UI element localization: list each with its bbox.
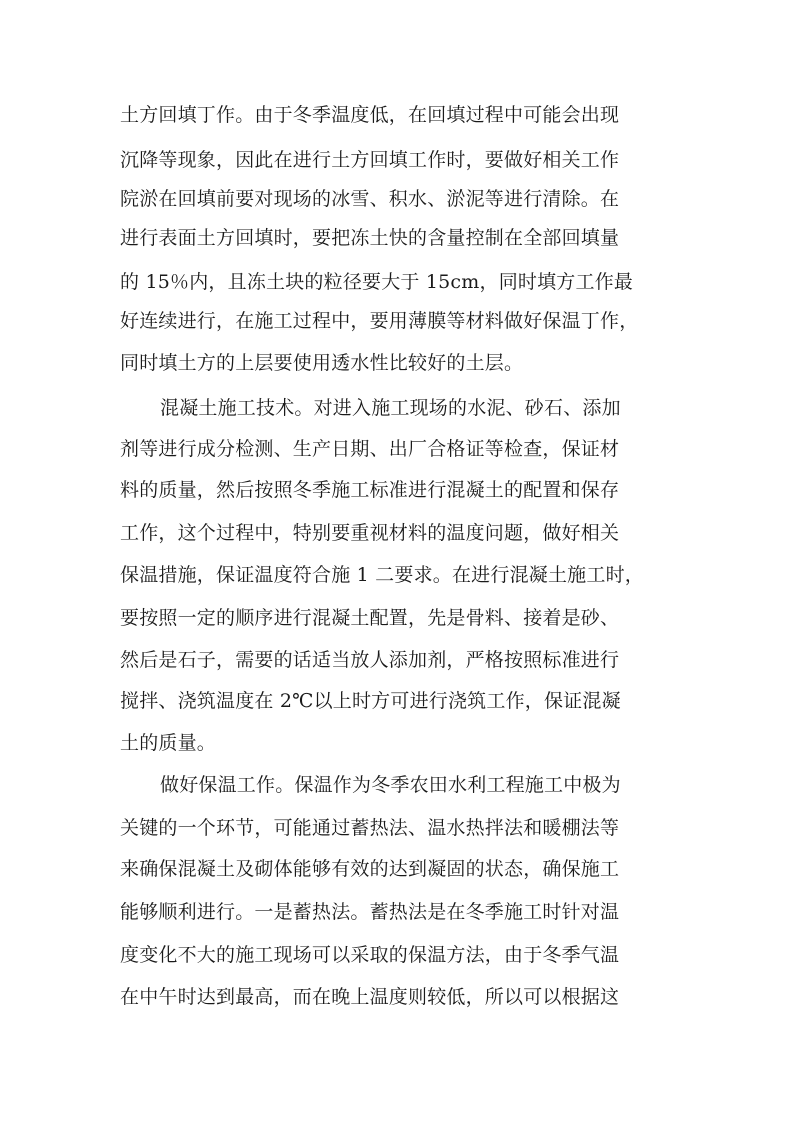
paragraph-1-line-1: 土方回填丁作。由于冬季温度低，在回填过程中可能会出现: [120, 104, 620, 126]
paragraph-2-line-1: 混凝土施工技术。对进入施工现场的水泥、砂石、添加: [160, 397, 621, 419]
paragraph-2-line-9: 土的质量。: [120, 732, 217, 754]
paragraph-3-line-5: 度变化不大的施工现场可以采取的保温方法，由于冬季气温: [120, 944, 620, 966]
paragraph-1-line-2: 沉降等现象，因此在进行土方回填工作时，要做好相关工作: [120, 149, 620, 171]
paragraph-3-line-1: 做好保温工作。保温作为冬季农田水利工程施工中极为: [160, 774, 621, 796]
paragraph-1-line-5: 的 15％内，且冻土块的粒径要大于 15cm，同时填方工作最: [120, 271, 634, 293]
paragraph-2-line-2: 剂等进行成分检测、生产日期、出厂合格证等检查，保证材: [120, 438, 620, 460]
paragraph-3-line-4: 能够顺利进行。一是蓄热法。蓄热法是在冬季施工时针对温: [120, 901, 620, 923]
paragraph-1-line-6: 好连续进行，在施工过程中，要用薄膜等材料做好保温丁作，: [120, 310, 639, 332]
paragraph-2-line-4: 工作，这个过程中，特别要重视材料的温度问题，做好相关: [120, 522, 620, 544]
paragraph-2-line-7: 然后是石子，需要的话适当放人添加剂，严格按照标准进行: [120, 649, 620, 671]
paragraph-3-line-6: 在中午时达到最高，而在晚上温度则较低，所以可以根据这: [120, 986, 620, 1008]
paragraph-3-line-3: 来确保混凝土及砌体能够有效的达到凝固的状态，确保施工: [120, 858, 620, 880]
paragraph-2-line-6: 要按照一定的顺序进行混凝土配置，先是骨料、接着是砂、: [120, 607, 620, 629]
paragraph-1-line-4: 进行表面土方回填时，要把冻土快的含量控制在全部回填量: [120, 227, 620, 249]
paragraph-2-line-5: 保温措施，保证温度符合施 1 二要求。在进行混凝土施工时，: [120, 564, 644, 586]
paragraph-1-line-3: 院淤在回填前要对现场的冰雪、积水、淤泥等进行清除。在: [120, 188, 620, 210]
paragraph-2-line-3: 料的质量，然后按照冬季施工标准进行混凝土的配置和保存: [120, 479, 620, 501]
paragraph-1-line-7: 同时填土方的上层要使用透水性比较好的土层。: [120, 352, 524, 374]
paragraph-2-line-8: 搅拌、浇筑温度在 2℃以上时方可进行浇筑工作，保证混凝: [120, 690, 621, 712]
paragraph-3-line-2: 关键的一个环节，可能通过蓄热法、温水热拌法和暖棚法等: [120, 817, 620, 839]
